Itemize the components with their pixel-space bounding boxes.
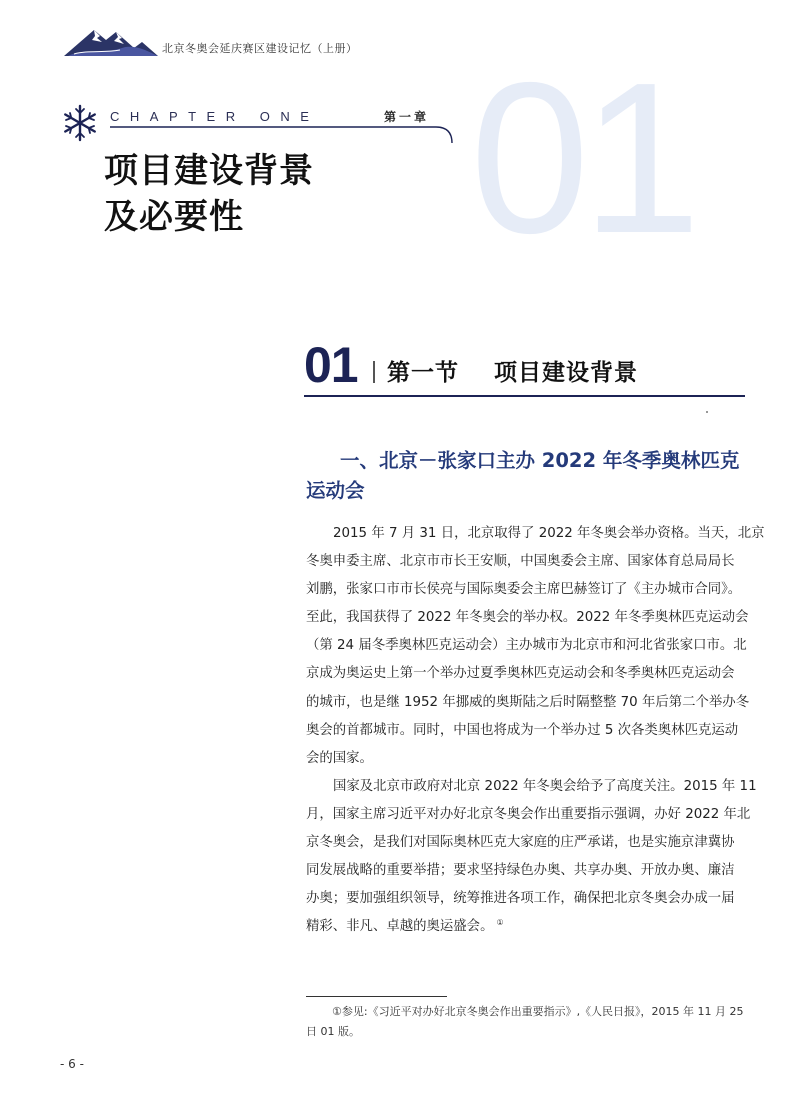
subsection-heading-line: 运动会 [306,479,365,502]
footnote-line: ①参见:《习近平对办好北京冬奥会作出重要指示》,《人民日报》，2015 年 11 月 25 [332,1005,744,1018]
footnote-reference[interactable]: ① [496,917,504,927]
paragraph-line: 2015 年 7 月 31 日，北京取得了 2022 年冬奥会举办资格。当天，北京 [333,526,765,541]
paragraph-line: （第 24 届冬季奥林匹克运动会）主办城市为北京市和河北省张家口市。北 [306,638,747,654]
chapter-watermark-number: 01 [470,37,694,278]
paragraph-line: 奥会的首都城市。同时，中国也将成为一个举办过 5 次各类奥林匹克运动 [306,722,739,738]
section-separator [373,361,375,383]
paragraph-line: 京成为奥运史上第一个举办过夏季奥林匹克运动会和冬季奥林匹克运动会 [306,666,735,682]
section-rule [304,395,745,397]
section-title: 项目建设背景 [494,360,638,386]
page-number: - 6 - [60,1057,84,1071]
decorative-dot [706,411,708,413]
footnote-rule [306,996,447,997]
body-text [306,520,765,941]
footnote-line: 日 01 版。 [306,1025,360,1038]
chapter-label-chinese: 第一章 [384,110,430,124]
paragraph-line: 刘鹏，张家口市市长侯亮与国际奥委会主席巴赫签订了《主办城市合同》。 [306,582,742,598]
section-number: 01 [304,337,358,393]
subsection-heading-line: 一、北京－张家口主办 2022 年冬季奥林匹克 [340,449,740,472]
paragraph-line: 的城市，也是继 1952 年挪威的奥斯陆之后时隔整整 70 年后第二个举办冬 [306,694,750,710]
paragraph-line: 月，国家主席习近平对办好北京冬奥会作出重要指示强调，办好 2022 年北 [306,806,751,822]
section-label: 第一节 [387,360,459,386]
chapter-divider-line [110,126,460,146]
chapter-title [104,148,444,240]
paragraph-line: 至此，我国获得了 2022 年冬奥会的举办权。2022 年冬季奥林匹克运动会 [306,610,749,626]
snowflake-icon [60,103,100,143]
chapter-title-line: 项目建设背景 [104,151,314,191]
footnote [306,1002,748,1042]
running-header-title: 北京冬奥会延庆赛区建设记忆（上册） [162,42,358,55]
subsection-heading [306,446,746,506]
paragraph-line: 会的国家。 [306,750,373,766]
paragraph-line: 国家及北京市政府对北京 2022 年冬奥会给予了高度关注。2015 年 11 [333,778,757,794]
paragraph-line: 同发展战略的重要举措；要求坚持绿色办奥、共享办奥、开放办奥、廉洁 [306,863,735,879]
paragraph-line: 京冬奥会，是我们对国际奥林匹克大家庭的庄严承诺，也是实施京津冀协 [306,835,735,851]
paragraph-line: 办奥；要加强组织领导，统筹推进各项工作，确保把北京冬奥会办成一届 [306,891,735,907]
paragraph-line-text: 精彩、非凡、卓越的奥运盛会。 [306,919,494,935]
chapter-title-line: 及必要性 [104,197,244,237]
paragraph-line: 冬奥申委主席、北京市市长王安顺，中国奥委会主席、国家体育总局局长 [306,554,735,570]
mountain-logo-icon [64,26,158,58]
paragraph-line-last [306,913,748,941]
chapter-label-english: CHAPTER ONE [110,109,320,124]
